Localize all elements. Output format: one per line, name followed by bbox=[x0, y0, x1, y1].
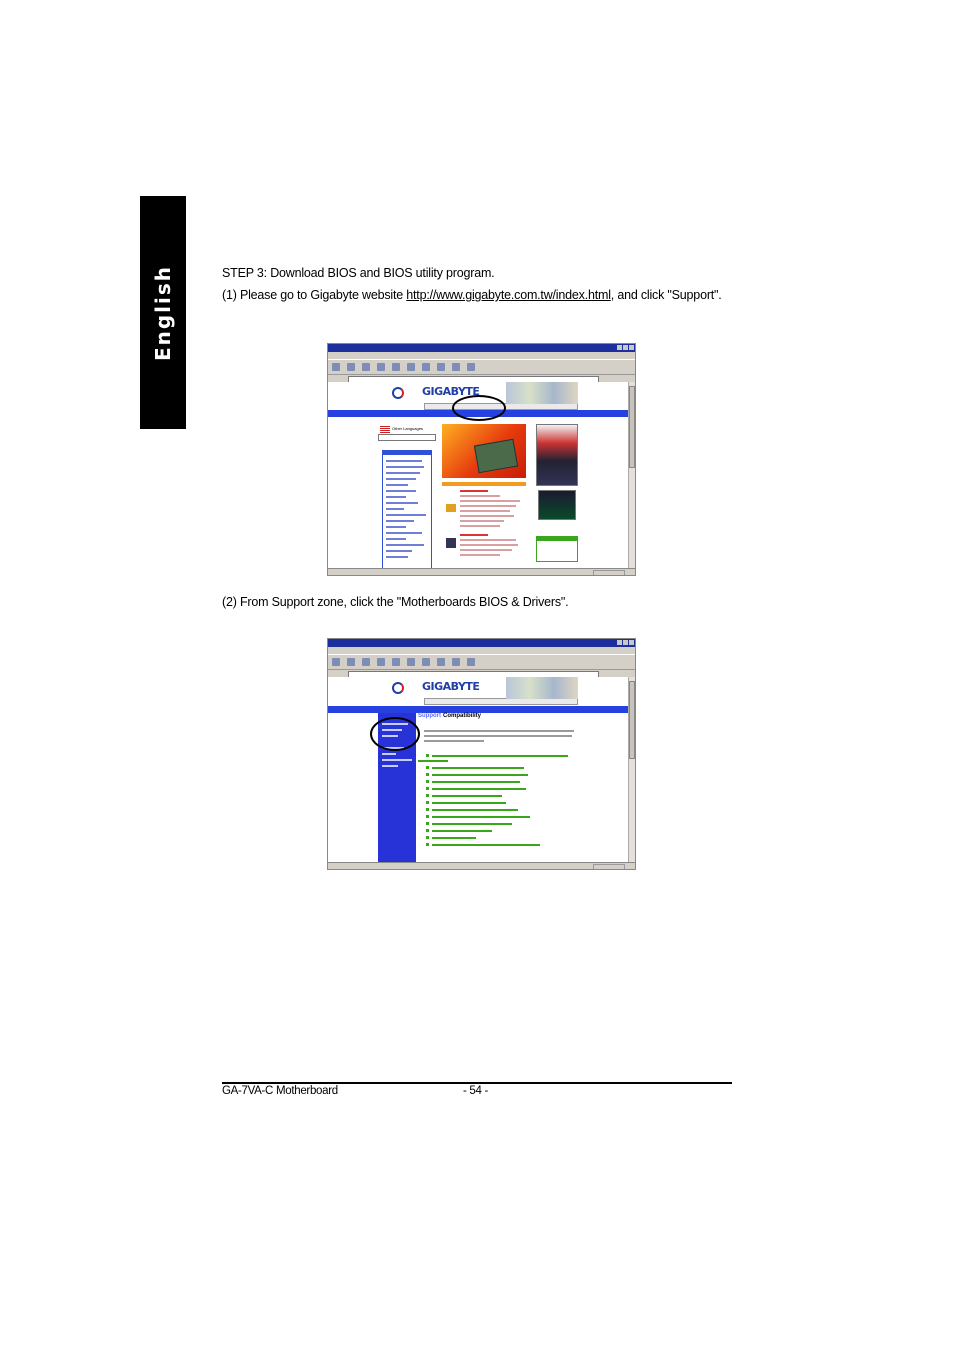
mail-icon bbox=[452, 363, 460, 371]
compatibility-link bbox=[432, 767, 524, 769]
list-line bbox=[386, 484, 408, 486]
news-line bbox=[460, 515, 514, 517]
forward-icon bbox=[347, 363, 355, 371]
bullet-icon bbox=[426, 843, 429, 846]
back-icon bbox=[332, 363, 340, 371]
close-icon bbox=[629, 345, 634, 350]
news-line bbox=[460, 544, 518, 546]
list-line bbox=[386, 538, 406, 540]
step3-item1-suffix: , and click "Support". bbox=[610, 288, 722, 302]
maximize-icon bbox=[623, 640, 628, 645]
bullet-icon bbox=[426, 787, 429, 790]
footer-page-number: - 54 - bbox=[463, 1085, 489, 1097]
search-icon bbox=[407, 658, 415, 666]
print-icon bbox=[467, 658, 475, 666]
browser-statusbar bbox=[328, 568, 635, 576]
refresh-icon bbox=[377, 658, 385, 666]
list-line bbox=[386, 502, 418, 504]
browser-titlebar bbox=[328, 639, 635, 647]
header-blue-band bbox=[328, 706, 629, 713]
minimize-icon bbox=[617, 345, 622, 350]
intro-line bbox=[424, 730, 574, 732]
compatibility-link bbox=[432, 755, 568, 757]
footer-model: GA-7VA-C Motherboard bbox=[222, 1085, 338, 1097]
search-icon bbox=[407, 363, 415, 371]
footer-rule bbox=[222, 1082, 732, 1084]
vertical-scrollbar bbox=[628, 382, 635, 568]
browser-menubar bbox=[328, 647, 635, 654]
motherboard-image bbox=[474, 439, 518, 474]
step3-item2: (2) From Support zone, click the "Motherboards BIOS & Drivers". bbox=[222, 595, 569, 609]
compatibility-link bbox=[432, 823, 512, 825]
step3-heading: STEP 3: Download BIOS and BIOS utility program. bbox=[222, 266, 495, 280]
refresh-icon bbox=[377, 363, 385, 371]
forward-icon bbox=[347, 658, 355, 666]
header-collage bbox=[506, 382, 578, 404]
list-line bbox=[386, 496, 406, 498]
compatibility-link bbox=[432, 788, 526, 790]
browser-titlebar bbox=[328, 344, 635, 352]
bullet-icon bbox=[426, 836, 429, 839]
favorites-icon bbox=[422, 658, 430, 666]
news-line bbox=[460, 549, 512, 551]
news-line bbox=[460, 505, 516, 507]
news-line bbox=[460, 554, 500, 556]
page-content bbox=[328, 677, 635, 862]
history-icon bbox=[437, 658, 445, 666]
compatibility-link bbox=[432, 837, 476, 839]
news-line bbox=[460, 490, 488, 492]
list-line bbox=[386, 490, 416, 492]
browser-address-bar bbox=[328, 374, 635, 382]
intro-line bbox=[424, 740, 484, 742]
list-line bbox=[386, 460, 422, 462]
vga-ad-banner bbox=[536, 424, 578, 486]
news-line bbox=[460, 495, 500, 497]
compatibility-link bbox=[432, 774, 528, 776]
header-collage bbox=[506, 677, 578, 699]
list-line bbox=[386, 466, 424, 468]
favorites-icon bbox=[422, 363, 430, 371]
gigabyte-logo: GIGABYTE bbox=[422, 385, 480, 398]
bullet-icon bbox=[426, 829, 429, 832]
bullet-icon bbox=[426, 822, 429, 825]
gigabyte-g-icon bbox=[392, 387, 404, 399]
compatibility-link bbox=[432, 795, 502, 797]
list-line bbox=[386, 550, 412, 552]
compatibility-link bbox=[432, 781, 520, 783]
bullet-icon bbox=[426, 754, 429, 757]
browser-toolbar bbox=[328, 359, 635, 374]
language-side-tab bbox=[140, 196, 186, 429]
home-icon bbox=[392, 658, 400, 666]
list-line bbox=[386, 532, 422, 534]
list-line bbox=[386, 514, 426, 516]
mail-icon bbox=[452, 658, 460, 666]
news-line bbox=[460, 520, 504, 522]
gigabyte-g-icon bbox=[392, 682, 404, 694]
minimize-icon bbox=[617, 640, 622, 645]
browser-address-bar bbox=[328, 669, 635, 677]
screenshot-support-zone bbox=[327, 638, 636, 870]
news-icon bbox=[446, 504, 456, 512]
site-nav-bar bbox=[424, 698, 578, 705]
compatibility-link bbox=[432, 809, 518, 811]
support-highlight-circle bbox=[452, 395, 506, 421]
stop-icon bbox=[362, 658, 370, 666]
compatibility-link bbox=[418, 760, 448, 762]
bios-drivers-highlight-circle bbox=[370, 717, 420, 751]
compatibility-link bbox=[432, 802, 506, 804]
page-content bbox=[328, 382, 635, 568]
step3-item1 bbox=[222, 288, 722, 302]
list-line bbox=[386, 520, 414, 522]
list-line bbox=[386, 508, 404, 510]
gigabyte-website-link[interactable]: http://www.gigabyte.com.tw/index.html bbox=[406, 288, 611, 302]
language-select bbox=[378, 434, 436, 441]
service-box bbox=[536, 536, 578, 562]
sidebar-item bbox=[382, 753, 396, 755]
news-line bbox=[460, 500, 520, 502]
compatibility-link bbox=[432, 830, 492, 832]
compatibility-link bbox=[432, 844, 540, 846]
list-line bbox=[386, 472, 420, 474]
sidebar-item bbox=[382, 759, 412, 761]
side-ad-banner bbox=[538, 490, 576, 520]
bullet-icon bbox=[426, 773, 429, 776]
maximize-icon bbox=[623, 345, 628, 350]
back-icon bbox=[332, 658, 340, 666]
support-section-title: Support Compatibility bbox=[418, 713, 482, 719]
vertical-scrollbar bbox=[628, 677, 635, 862]
news-line bbox=[460, 525, 500, 527]
bullet-icon bbox=[426, 766, 429, 769]
intro-line bbox=[424, 735, 572, 737]
bullet-icon bbox=[426, 794, 429, 797]
news-line bbox=[460, 534, 488, 536]
news-line bbox=[460, 539, 516, 541]
side-tab-label: English bbox=[151, 264, 176, 361]
close-icon bbox=[629, 640, 634, 645]
bullet-icon bbox=[426, 815, 429, 818]
sidebar-item bbox=[382, 765, 398, 767]
home-icon bbox=[392, 363, 400, 371]
stop-icon bbox=[362, 363, 370, 371]
list-line bbox=[386, 544, 424, 546]
bullet-icon bbox=[426, 808, 429, 811]
step3-item1-prefix: (1) Please go to Gigabyte website bbox=[222, 288, 407, 302]
promo-banner bbox=[442, 424, 526, 478]
bullet-icon bbox=[426, 801, 429, 804]
news-header-bar bbox=[442, 482, 526, 486]
history-icon bbox=[437, 363, 445, 371]
bullet-icon bbox=[426, 780, 429, 783]
us-flag-icon bbox=[380, 426, 390, 433]
list-line bbox=[386, 526, 406, 528]
news-line bbox=[460, 510, 510, 512]
news-icon bbox=[446, 538, 456, 548]
compatibility-link bbox=[432, 816, 530, 818]
other-languages-label: Other Languages bbox=[392, 426, 423, 431]
list-line bbox=[386, 556, 408, 558]
browser-menubar bbox=[328, 352, 635, 359]
gigabyte-logo: GIGABYTE bbox=[422, 680, 480, 693]
list-line bbox=[386, 478, 416, 480]
browser-toolbar bbox=[328, 654, 635, 669]
browser-statusbar bbox=[328, 862, 635, 870]
print-icon bbox=[467, 363, 475, 371]
screenshot-gigabyte-homepage bbox=[327, 343, 636, 576]
left-product-list bbox=[382, 450, 432, 570]
